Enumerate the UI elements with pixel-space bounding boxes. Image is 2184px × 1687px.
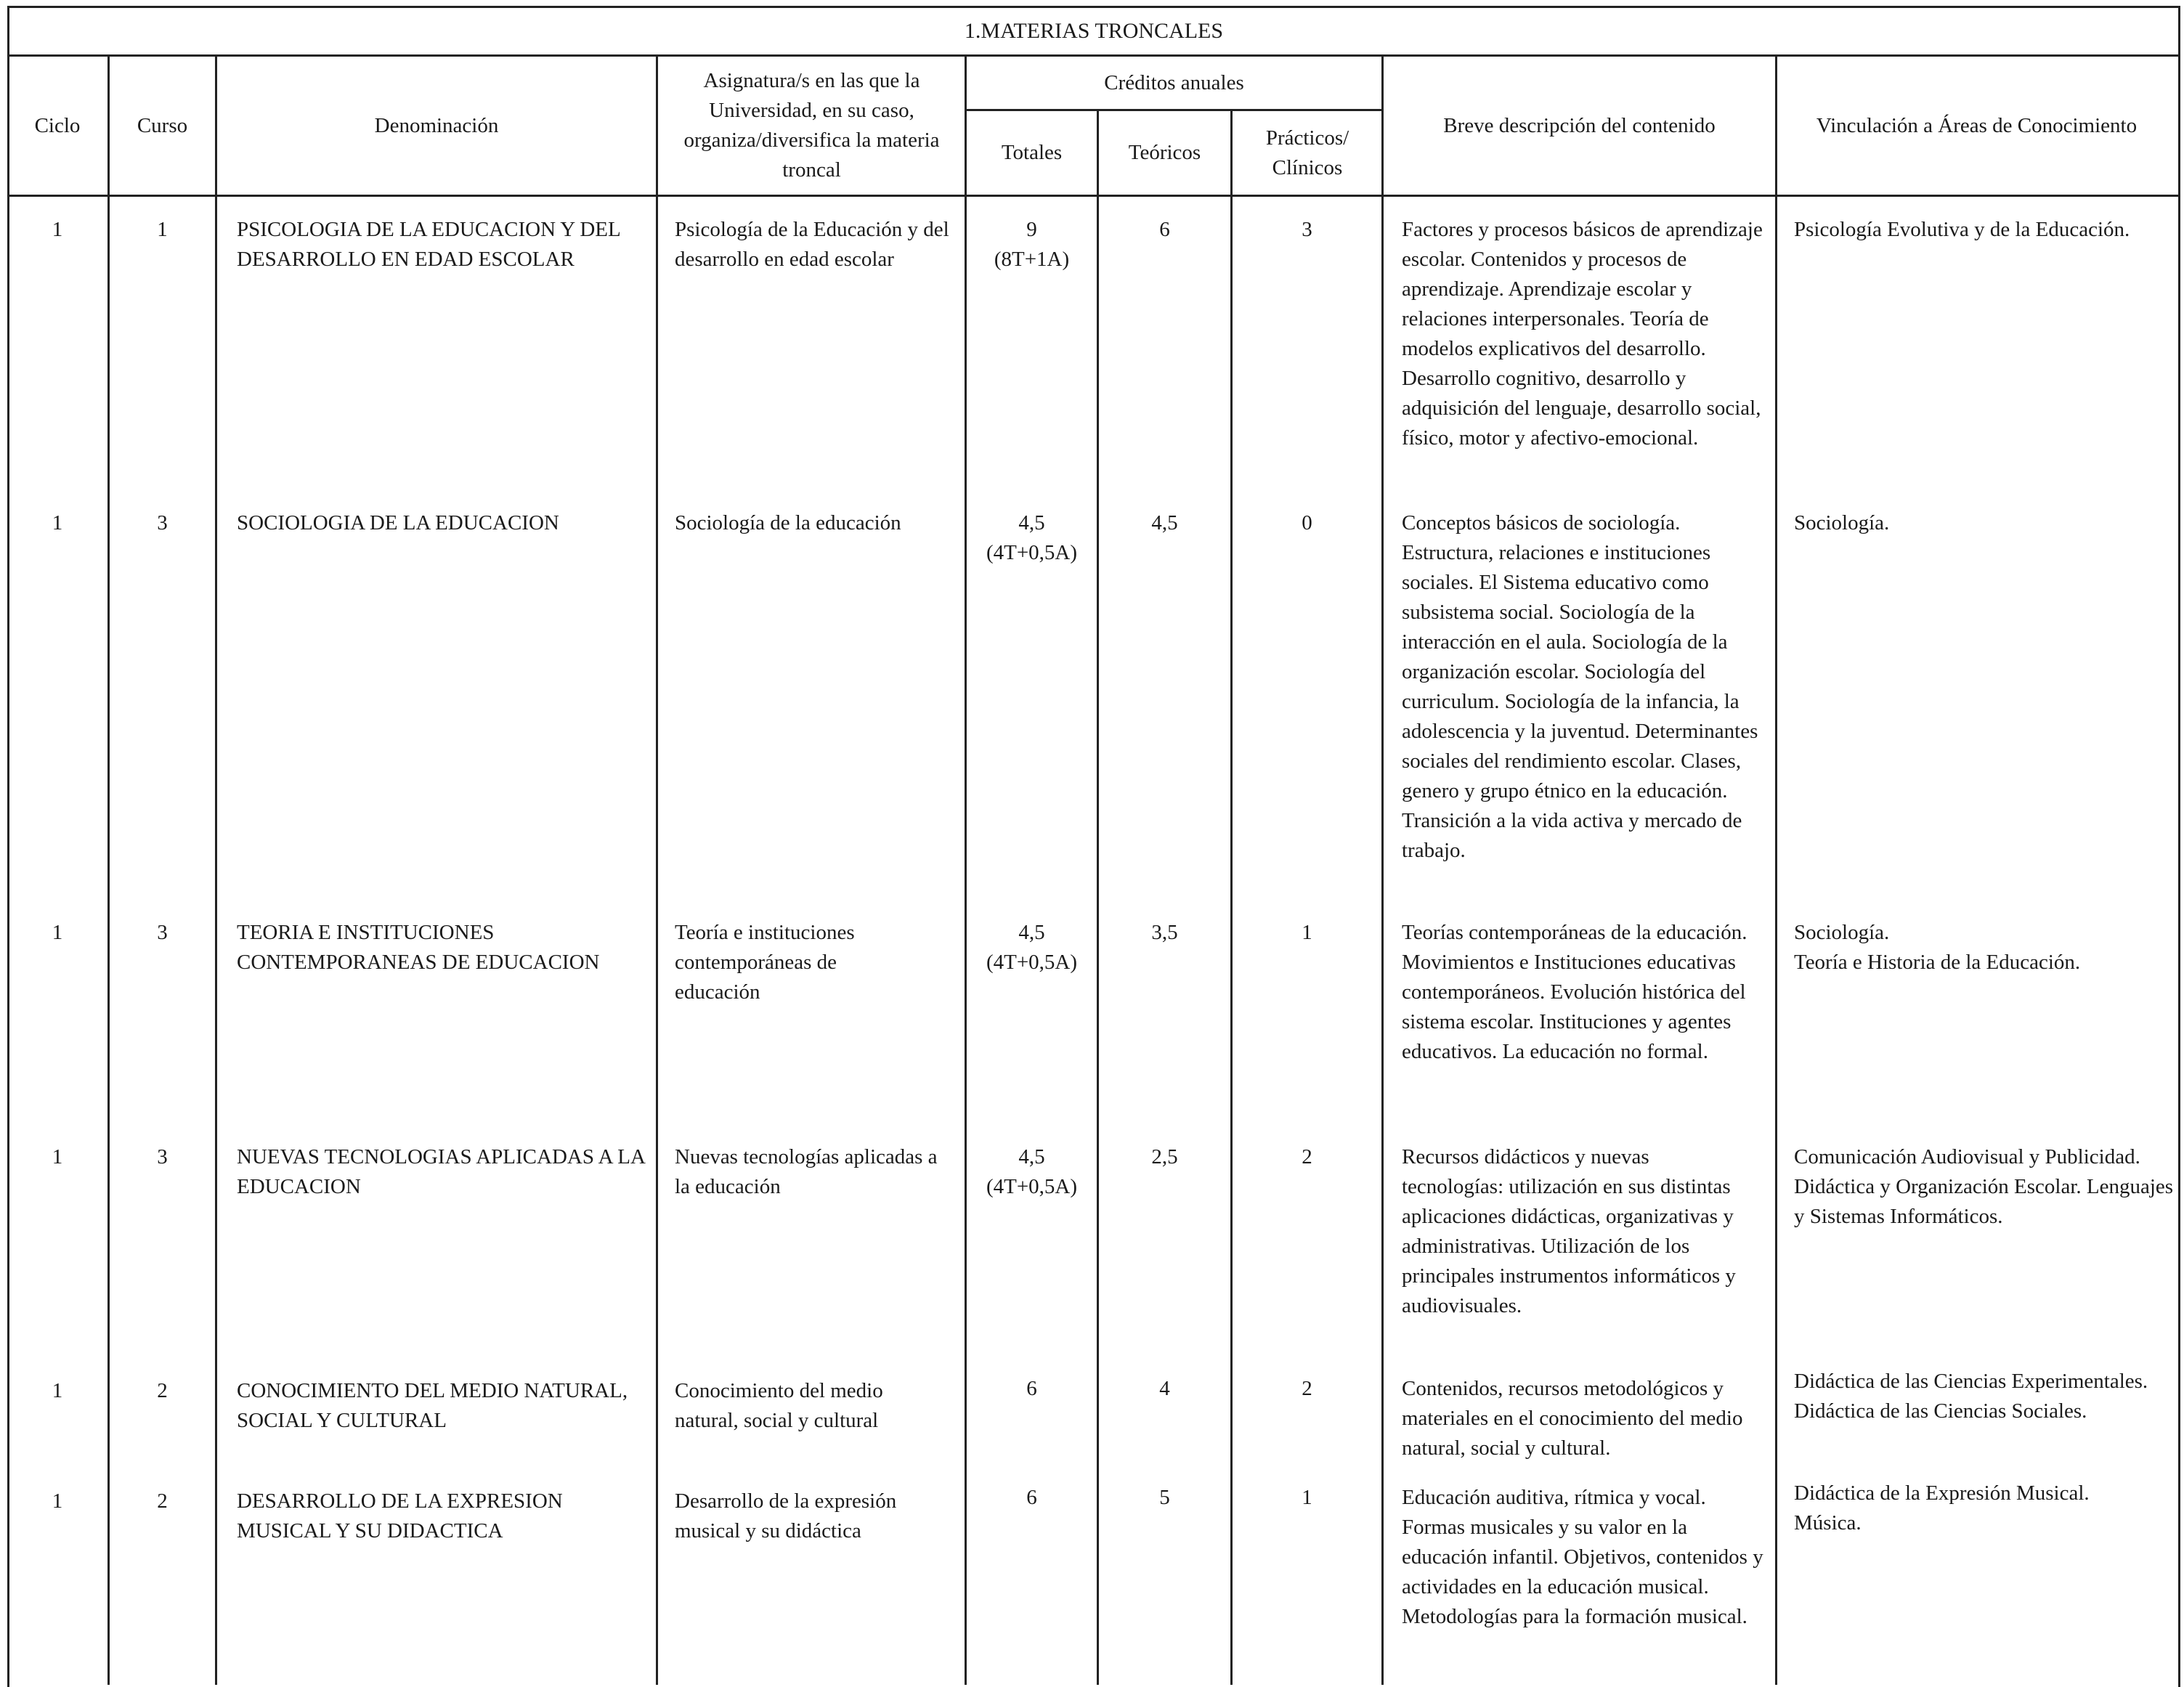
cell-teoricos: 5 — [1159, 1486, 1170, 1509]
cell-ciclo: 1 — [52, 1489, 63, 1513]
cell-denominacion: NUEVAS TECNOLOGIAS APLICADAS A LA EDUCACION — [237, 1145, 645, 1198]
cell-asignatura: Nuevas tecnologías aplicadas a la educación — [675, 1145, 938, 1198]
cell-asignatura: Conocimiento del medio natural, social y cultural — [675, 1379, 883, 1432]
cell-denominacion: SOCIOLOGIA DE LA EDUCACION — [237, 511, 559, 534]
col-divider — [1097, 109, 1099, 1685]
totales-value: 6 — [1026, 1486, 1037, 1509]
cell-curso: 2 — [157, 1489, 168, 1513]
header-curso: Curso — [137, 113, 188, 137]
totales-value: 6 — [1026, 1377, 1037, 1400]
cell-curso: 3 — [157, 1145, 168, 1168]
col-divider — [1230, 109, 1233, 1685]
cell-practicos: 2 — [1302, 1377, 1312, 1400]
cell-ciclo: 1 — [52, 511, 63, 534]
col-divider — [1775, 57, 1777, 1685]
cell-practicos: 2 — [1302, 1145, 1312, 1168]
cell-vinculacion: Sociología. — [1794, 511, 1890, 534]
header-divider — [7, 195, 2180, 197]
cell-denominacion: CONOCIMIENTO DEL MEDIO NATURAL, SOCIAL Y CULTURAL — [237, 1379, 628, 1432]
cell-denominacion: DESARROLLO DE LA EXPRESION MUSICAL Y SU DIDACTICA — [237, 1489, 563, 1542]
header-totales: Totales — [1001, 141, 1063, 164]
totales-value: 4,5 — [1018, 511, 1045, 534]
cell-denominacion: PSICOLOGIA DE LA EDUCACION Y DEL DESARROLLO EN EDAD ESCOLAR — [237, 218, 620, 271]
header-vinculacion: Vinculación a Áreas de Conocimiento — [1816, 113, 2138, 137]
totales-detail: (4T+0,5A) — [986, 951, 1078, 974]
header-creditos: Créditos anuales — [1104, 70, 1244, 94]
totales-value: 9 — [1026, 218, 1037, 241]
cell-teoricos: 4 — [1159, 1377, 1170, 1400]
cell-asignatura: Desarrollo de la expresión musical y su didáctica — [675, 1489, 897, 1542]
cell-vinculacion: Psicología Evolutiva y de la Educación. — [1794, 218, 2130, 241]
cell-asignatura: Teoría e instituciones contemporáneas de educación — [675, 921, 855, 1004]
header-denominacion: Denominación — [374, 113, 499, 137]
cell-vinculacion: Comunicación Audiovisual y Publicidad. Didáctica y Organización Escolar. Lenguajes y Sistemas Informáticos. — [1794, 1145, 2174, 1228]
col-divider — [107, 57, 110, 1685]
totales-detail: (8T+1A) — [994, 248, 1070, 271]
cell-ciclo: 1 — [52, 1145, 63, 1168]
header-asignatura: Asignatura/s en las que la Universidad, en su caso, organiza/diversifica la materia troncal — [683, 69, 940, 182]
cell-teoricos: 4,5 — [1151, 511, 1178, 534]
cell-denominacion: TEORIA E INSTITUCIONES CONTEMPORANEAS DE EDUCACION — [237, 921, 600, 974]
col-divider — [215, 57, 217, 1685]
cell-curso: 1 — [157, 218, 168, 241]
totales-detail: (4T+0,5A) — [986, 1175, 1078, 1198]
header-descripcion: Breve descripción del contenido — [1443, 113, 1716, 137]
cell-vinculacion: Didáctica de las Ciencias Experimentales. Didáctica de las Ciencias Sociales. — [1794, 1370, 2148, 1423]
totales-value: 4,5 — [1018, 921, 1045, 944]
cell-practicos: 0 — [1302, 511, 1312, 534]
cell-totales — [967, 1374, 1097, 1404]
cell-teoricos: 3,5 — [1151, 921, 1178, 944]
header-practicos: Prácticos/ Clínicos — [1265, 126, 1349, 179]
cell-vinculacion: Didáctica de la Expresión Musical. Música. — [1794, 1481, 2090, 1534]
cell-ciclo: 1 — [52, 921, 63, 944]
cell-totales — [967, 215, 1097, 275]
header-teoricos: Teóricos — [1128, 141, 1201, 164]
cell-curso: 2 — [157, 1379, 168, 1402]
cell-totales — [967, 1142, 1097, 1202]
cell-totales — [967, 1483, 1097, 1513]
cell-totales — [967, 918, 1097, 977]
header-ciclo: Ciclo — [34, 113, 81, 137]
cell-totales — [967, 508, 1097, 568]
cell-curso: 3 — [157, 921, 168, 944]
cell-asignatura: Sociología de la educación — [675, 511, 901, 534]
cell-descripcion: Factores y procesos básicos de aprendizaje escolar. Contenidos y procesos de aprendizaje. Aprendizaje escolar y relaciones interpersonales. Teoría de modelos explicativos del desarrollo. Desarrollo cognitivo, desarrollo y adquisición del lenguaje, desarrollo social, físico, motor y afectivo-emocional. — [1402, 218, 1763, 450]
cell-descripcion: Educación auditiva, rítmica y vocal. Formas musicales y su valor en la educación infantil. Objetivos, contenidos y actividades en la educación musical. Metodologías para la formación musical. — [1402, 1486, 1763, 1628]
cell-vinculacion: Sociología. Teoría e Historia de la Educación. — [1794, 921, 2081, 974]
cell-practicos: 1 — [1302, 1486, 1312, 1509]
totales-detail: (4T+0,5A) — [986, 541, 1078, 564]
cell-descripcion: Contenidos, recursos metodológicos y materiales en el conocimiento del medio natural, social y cultural. — [1402, 1377, 1743, 1460]
totales-value: 4,5 — [1018, 1145, 1045, 1168]
table-title: 1.MATERIAS TRONCALES — [7, 6, 2180, 57]
cell-ciclo: 1 — [52, 218, 63, 241]
cell-practicos: 3 — [1302, 218, 1312, 241]
cell-asignatura: Psicología de la Educación y del desarrollo en edad escolar — [675, 218, 949, 271]
cell-curso: 3 — [157, 511, 168, 534]
cell-teoricos: 6 — [1159, 218, 1170, 241]
cell-descripcion: Conceptos básicos de sociología. Estructura, relaciones e instituciones sociales. El Sistema educativo como subsistema social. Sociología de la interacción en el aula. Sociología de la organización escolar. Sociología del curriculum. Sociología de la infancia, la adolescencia y la juventud. Determinantes sociales del rendimiento escolar. Clases, genero y grupo étnico en la educación. Transición a la vida activa y mercado de trabajo. — [1402, 511, 1758, 862]
cell-teoricos: 2,5 — [1151, 1145, 1178, 1168]
col-divider — [1381, 57, 1384, 1685]
cell-descripcion: Teorías contemporáneas de la educación. Movimientos e Instituciones educativas contemporáneos. Evolución histórica del sistema escolar. Instituciones y agentes educativos. La educación no formal. — [1402, 921, 1747, 1063]
col-divider — [656, 57, 658, 1685]
cell-descripcion: Recursos didácticos y nuevas tecnologías: utilización en sus distintas aplicaciones didácticas, organizativas y administrativas. Utilización de los principales instrumentos informáticos y audiovisuales. — [1402, 1145, 1736, 1317]
col-divider — [965, 57, 967, 1685]
cell-ciclo: 1 — [52, 1379, 63, 1402]
cell-practicos: 1 — [1302, 921, 1312, 944]
